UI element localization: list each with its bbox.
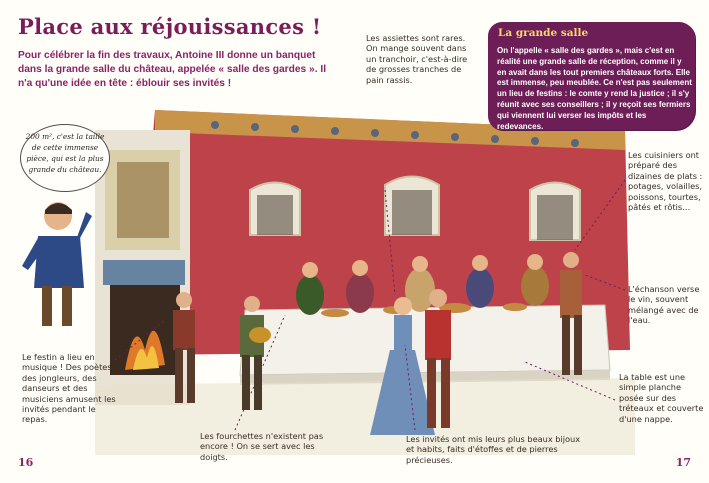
annotation-musique: Le festin a lieu en musique ! Des poètes, des jongleurs, des danseurs et des musiciens amusent les invités pendant le repas.: [22, 352, 116, 425]
page-number-right: 17: [675, 456, 691, 469]
annotation-fourchettes: Les fourchettes n'existent pas encore ! On se sert avec les doigts.: [200, 431, 324, 462]
annotation-echanson: L'échanson verse le vin, souvent mélangé avec de l'eau.: [628, 284, 700, 326]
annotation-table: La table est une simple planche posée sur des tréteaux et couverte d'une nappe.: [619, 372, 704, 424]
speech-bubble-text: 200 m², c'est la taille de cette immense pièce, qui est la plus grande du château.: [25, 132, 105, 174]
annotation-assiettes: Les assiettes sont rares. On mange souvent dans un tranchoir, c'est-à-dire de grosses tranches de pain rassis.: [366, 33, 468, 85]
page-title: Place aux réjouissances !: [18, 14, 322, 39]
banquet-illustration: [95, 100, 635, 455]
info-box-text: On l'appelle « salle des gardes », mais c'est en réalité une grande salle de réception, comme il y en avait dans les tout premiers châteaux forts. Elle est immense, peu meublée. Ce n'est pas seulement un lieu de festins : le comte y rend la justice ; il s'y réunit avec ses conseillers ; il y reçoit ses fermiers qui viennent lui verser les impôts et les redevances.: [497, 46, 692, 131]
annotation-cuisiniers: Les cuisiniers ont préparé des dizaines de plats : potages, volailles, poissons, tourtes, pâtés et rôtis…: [628, 150, 703, 213]
page-number-left: 16: [18, 456, 34, 469]
intro-text: Pour célébrer la fin des travaux, Antoine III donne un banquet dans la grande salle du château, appelée « salle des gardes ». Il n'a qu'une idée en tête : éblouir ses invités !: [18, 50, 327, 89]
annotation-invites: Les invités ont mis leurs plus beaux bijoux et habits, faits d'étoffes et de pierres précieuses.: [406, 434, 581, 465]
boy-narrator: [18, 196, 96, 331]
info-box-title: La grande salle: [498, 27, 589, 39]
